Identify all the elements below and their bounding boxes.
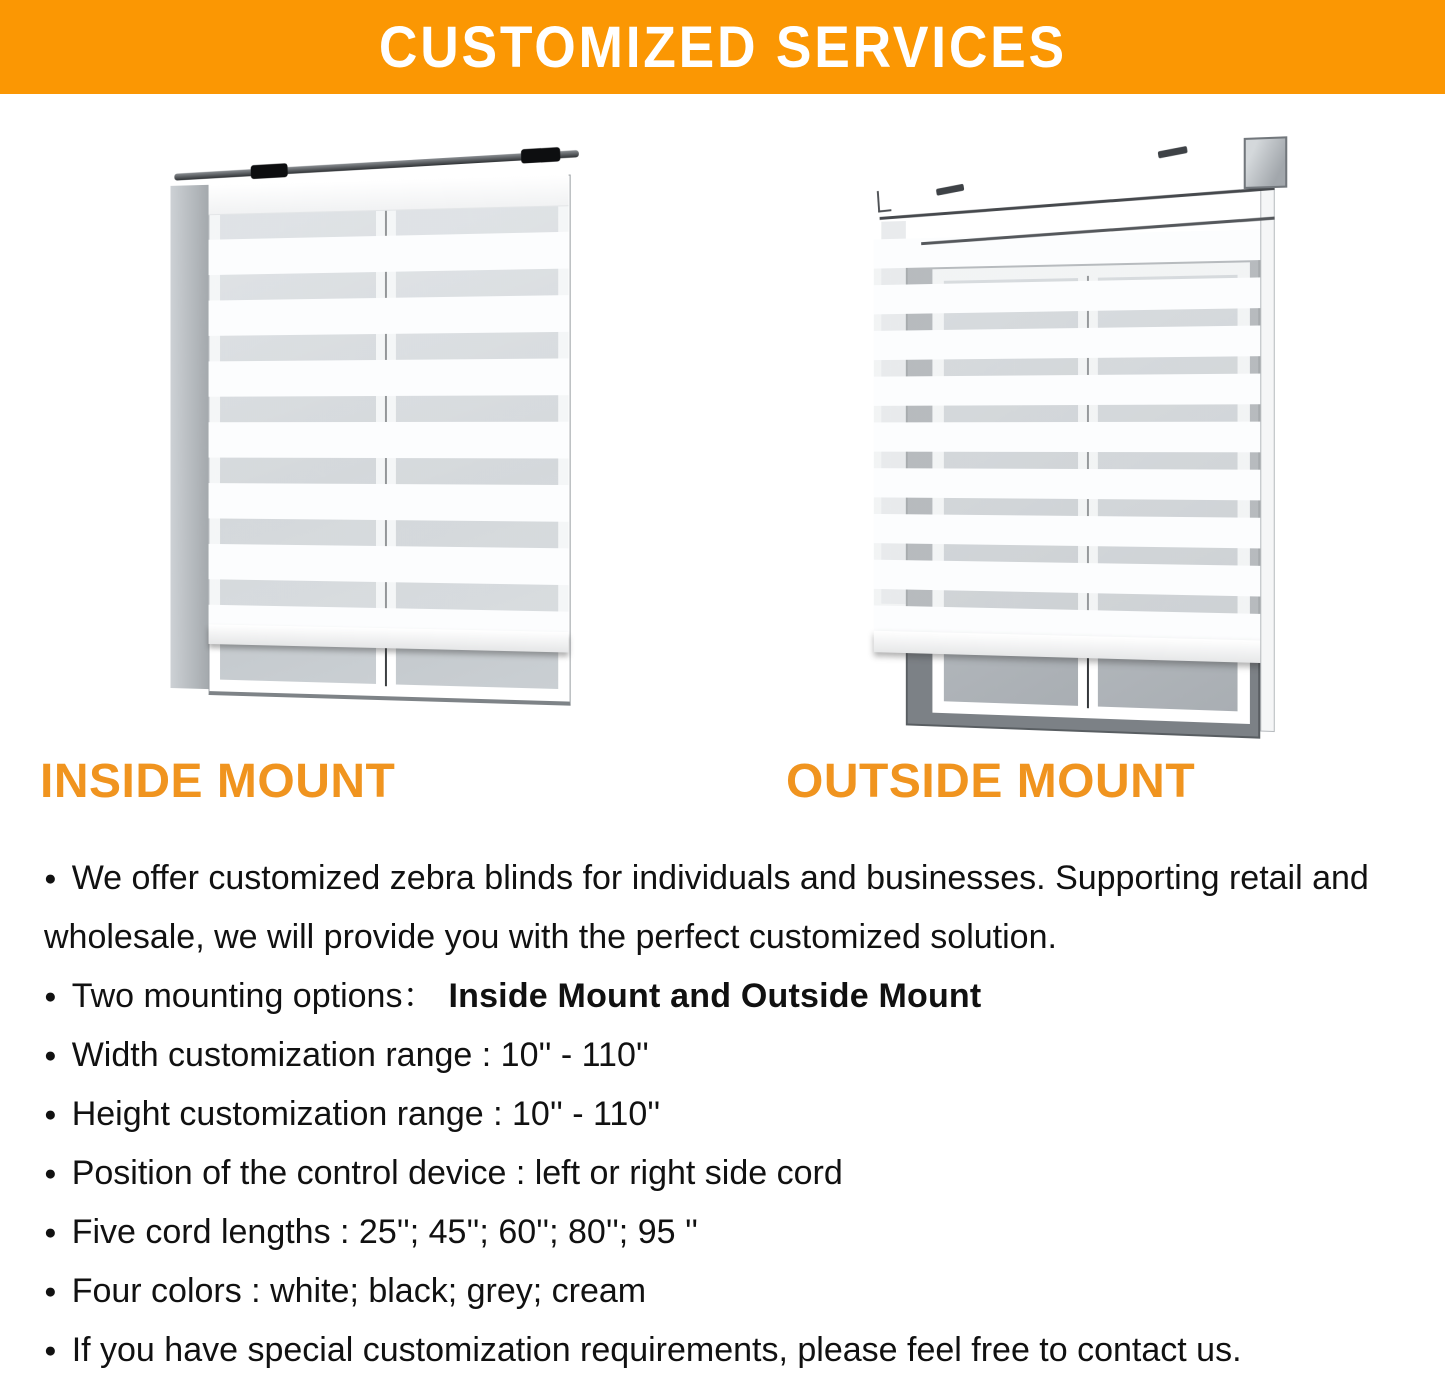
inside-mount-image	[165, 143, 602, 727]
bullet-text: Two mounting options：	[71, 977, 437, 1015]
bullet-emphasis: Inside Mount and Outside Mount	[448, 977, 982, 1015]
bullet-dot: ●	[44, 985, 57, 1008]
bullet-item	[44, 967, 1445, 1026]
side-rail	[1260, 186, 1275, 732]
bullet-text: Width customization range : 10'' - 110''	[71, 1036, 649, 1074]
bullet-dot: ●	[44, 1339, 57, 1362]
bullet-text: Position of the control device : left or right side cord	[71, 1154, 843, 1192]
bullet-dot: ●	[44, 867, 57, 890]
bullet-item	[44, 1262, 1445, 1321]
inside-mount-label: INSIDE MOUNT	[40, 755, 396, 808]
mounting-clip	[1158, 146, 1188, 159]
bullet-item	[44, 1144, 1445, 1203]
mounting-clip	[251, 163, 288, 179]
banner-title: CUSTOMIZED SERVICES	[378, 14, 1067, 80]
headrail-corner	[877, 190, 892, 213]
bullet-text: Four colors : white; black; grey; cream	[71, 1272, 647, 1310]
blind-bands	[209, 205, 569, 632]
outside-mount-label: OUTSIDE MOUNT	[786, 755, 1196, 808]
bullet-list	[44, 849, 1445, 1375]
bullet-text: Five cord lengths : 25''; 45''; 60''; 80''; 95 ''	[71, 1213, 698, 1251]
bullet-text: We offer customized zebra blinds for individuals and businesses. Supporting retail and wholesale, we will provide you with the perfect customized solution.	[44, 859, 1369, 956]
bullet-dot: ●	[44, 1044, 57, 1067]
zebra-blind	[874, 229, 1265, 663]
bullet-dot: ●	[44, 1162, 57, 1185]
mounting-bracket	[1244, 136, 1288, 189]
bullet-dot: ●	[44, 1280, 57, 1303]
bullet-dot: ●	[44, 1221, 57, 1244]
outside-mount-image	[874, 128, 1302, 749]
bullet-item	[44, 1321, 1445, 1375]
mounting-clip	[936, 184, 964, 196]
blind-bands	[874, 229, 1265, 640]
window-frame-left	[171, 185, 209, 689]
bullet-text: Height customization range : 10'' - 110''	[71, 1095, 661, 1133]
bullet-item	[44, 849, 1445, 967]
mounting-clip	[521, 147, 560, 164]
bullet-item	[44, 1026, 1445, 1085]
bullet-dot: ●	[44, 1103, 57, 1126]
bullet-item	[44, 1203, 1445, 1262]
bullet-item	[44, 1085, 1445, 1144]
banner	[0, 0, 1445, 94]
bullet-text: If you have special customization requirements, please feel free to contact us.	[71, 1331, 1242, 1369]
zebra-blind	[209, 175, 569, 653]
